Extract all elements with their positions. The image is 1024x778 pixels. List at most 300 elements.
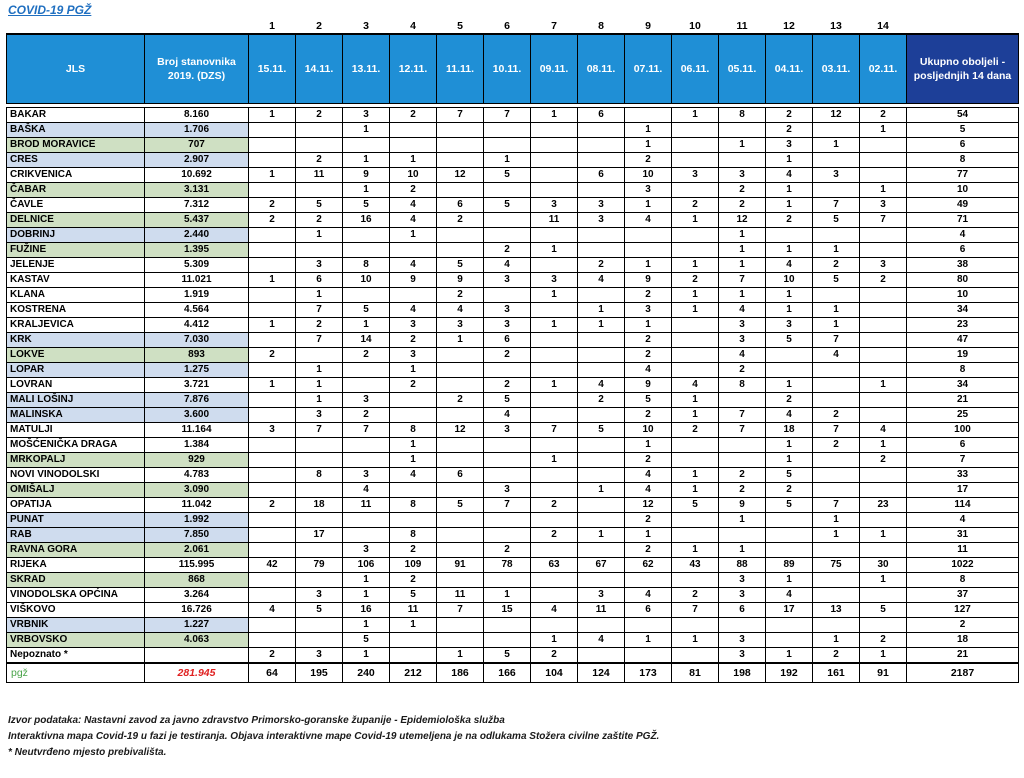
- case-count: 3: [249, 423, 296, 438]
- case-count: 6: [578, 168, 625, 183]
- case-count: 4: [390, 258, 437, 273]
- case-count: [296, 138, 343, 153]
- table-row: [7, 408, 1019, 423]
- case-count: 2: [625, 408, 672, 423]
- case-count: 3: [719, 573, 766, 588]
- case-count: 2: [860, 633, 907, 648]
- case-count: 1: [672, 303, 719, 318]
- case-count: [484, 618, 531, 633]
- case-count: 6: [578, 108, 625, 123]
- case-count: 12: [813, 108, 860, 123]
- case-count: [249, 228, 296, 243]
- jls-name: DOBRINJ: [7, 228, 145, 243]
- case-count: [437, 483, 484, 498]
- population-cell: 8.160: [145, 108, 249, 123]
- case-count: 1: [719, 228, 766, 243]
- case-count: 3: [484, 483, 531, 498]
- population-total: 281.945: [145, 663, 249, 683]
- case-count: [390, 408, 437, 423]
- case-count: [437, 123, 484, 138]
- case-count: 2: [625, 333, 672, 348]
- jls-name: NOVI VINODOLSKI: [7, 468, 145, 483]
- covid-table: [6, 18, 1019, 683]
- table-row: [7, 498, 1019, 513]
- table-row: [7, 573, 1019, 588]
- case-count: 2: [860, 453, 907, 468]
- case-count: 2: [719, 198, 766, 213]
- case-count: 2: [296, 318, 343, 333]
- table-row: [7, 543, 1019, 558]
- jls-name: RAVNA GORA: [7, 543, 145, 558]
- case-count: 2: [625, 348, 672, 363]
- case-count: [437, 378, 484, 393]
- case-count: 3: [578, 213, 625, 228]
- page-title: COVID-19 PGŽ: [8, 3, 92, 17]
- column-number: 1: [269, 19, 275, 32]
- row-total: 21: [907, 393, 1019, 408]
- case-count: [813, 468, 860, 483]
- case-count: 2: [484, 243, 531, 258]
- case-count: [813, 288, 860, 303]
- case-count: [672, 333, 719, 348]
- case-count: [437, 543, 484, 558]
- daily-total: 186: [437, 663, 484, 683]
- case-count: 1: [249, 273, 296, 288]
- population-cell: 7.312: [145, 198, 249, 213]
- case-count: 12: [625, 498, 672, 513]
- row-total: 23: [907, 318, 1019, 333]
- case-count: [578, 648, 625, 664]
- case-count: [766, 228, 813, 243]
- jls-name: VIŠKOVO: [7, 603, 145, 618]
- case-count: 1: [766, 198, 813, 213]
- case-count: [672, 648, 719, 664]
- case-count: [390, 138, 437, 153]
- case-count: 4: [390, 213, 437, 228]
- jls-name: OPATIJA: [7, 498, 145, 513]
- case-count: [249, 618, 296, 633]
- case-count: 2: [625, 513, 672, 528]
- case-count: [296, 123, 343, 138]
- case-count: [484, 183, 531, 198]
- case-count: 3: [531, 198, 578, 213]
- jls-name: KASTAV: [7, 273, 145, 288]
- header-date: 15.11.: [249, 34, 296, 104]
- case-count: 1: [672, 468, 719, 483]
- population-cell: 3.721: [145, 378, 249, 393]
- population-cell: 707: [145, 138, 249, 153]
- case-count: [437, 183, 484, 198]
- case-count: 3: [484, 273, 531, 288]
- case-count: [860, 393, 907, 408]
- column-number: 6: [504, 19, 510, 32]
- case-count: 7: [719, 273, 766, 288]
- case-count: [860, 408, 907, 423]
- case-count: 1: [390, 363, 437, 378]
- case-count: [484, 453, 531, 468]
- case-count: [813, 573, 860, 588]
- case-count: [813, 153, 860, 168]
- case-count: [484, 123, 531, 138]
- population-cell: 4.063: [145, 633, 249, 648]
- case-count: [249, 288, 296, 303]
- population-cell: 3.600: [145, 408, 249, 423]
- case-count: [437, 408, 484, 423]
- column-number: 7: [551, 19, 557, 32]
- case-count: 3: [343, 543, 390, 558]
- case-count: 6: [437, 468, 484, 483]
- case-count: 4: [625, 588, 672, 603]
- case-count: [484, 633, 531, 648]
- table-row: [7, 318, 1019, 333]
- case-count: [343, 243, 390, 258]
- case-count: [813, 228, 860, 243]
- case-count: 2: [390, 573, 437, 588]
- case-count: [437, 528, 484, 543]
- case-count: [672, 123, 719, 138]
- case-count: [813, 183, 860, 198]
- case-count: [672, 348, 719, 363]
- case-count: [578, 153, 625, 168]
- case-count: 1: [249, 378, 296, 393]
- population-cell: 1.395: [145, 243, 249, 258]
- case-count: 7: [296, 303, 343, 318]
- case-count: [578, 348, 625, 363]
- case-count: [390, 633, 437, 648]
- table-row: [7, 468, 1019, 483]
- case-count: 1: [860, 378, 907, 393]
- row-total: 19: [907, 348, 1019, 363]
- case-count: 6: [437, 198, 484, 213]
- case-count: 1: [578, 528, 625, 543]
- case-count: [625, 618, 672, 633]
- case-count: 2: [813, 258, 860, 273]
- case-count: 5: [578, 423, 625, 438]
- case-count: 1: [672, 258, 719, 273]
- case-count: 7: [437, 108, 484, 123]
- case-count: 10: [390, 168, 437, 183]
- case-count: [860, 363, 907, 378]
- case-count: [578, 333, 625, 348]
- case-count: 3: [296, 648, 343, 664]
- case-count: [531, 303, 578, 318]
- case-count: 12: [437, 423, 484, 438]
- case-count: 3: [296, 258, 343, 273]
- case-count: 4: [625, 483, 672, 498]
- case-count: 1: [484, 588, 531, 603]
- case-count: 7: [437, 603, 484, 618]
- case-count: 8: [390, 423, 437, 438]
- case-count: [343, 378, 390, 393]
- case-count: 3: [484, 423, 531, 438]
- case-count: 5: [296, 603, 343, 618]
- case-count: [578, 363, 625, 378]
- case-count: 7: [719, 423, 766, 438]
- case-count: 1: [813, 528, 860, 543]
- table-row: [7, 108, 1019, 123]
- case-count: 23: [860, 498, 907, 513]
- population-cell: 10.692: [145, 168, 249, 183]
- header-date: 04.11.: [766, 34, 813, 104]
- case-count: 15: [484, 603, 531, 618]
- row-total: 25: [907, 408, 1019, 423]
- case-count: 2: [625, 453, 672, 468]
- header-date: 06.11.: [672, 34, 719, 104]
- case-count: [484, 138, 531, 153]
- note-line: Izvor podataka: Nastavni zavod za javno zdravstvo Primorsko-goranske županije - Epidemiološka služba: [8, 715, 505, 726]
- case-count: 1: [813, 318, 860, 333]
- case-count: [437, 348, 484, 363]
- case-count: 3: [860, 258, 907, 273]
- header-date: 10.11.: [484, 34, 531, 104]
- case-count: 1: [766, 438, 813, 453]
- population-cell: [145, 648, 249, 664]
- case-count: [860, 513, 907, 528]
- total-row: [7, 663, 1019, 683]
- case-count: 4: [390, 198, 437, 213]
- case-count: [249, 588, 296, 603]
- jls-name: RAB: [7, 528, 145, 543]
- case-count: 3: [625, 303, 672, 318]
- case-count: [766, 528, 813, 543]
- case-count: 2: [390, 543, 437, 558]
- table-row: [7, 168, 1019, 183]
- case-count: 1: [249, 318, 296, 333]
- row-total: 100: [907, 423, 1019, 438]
- case-count: [813, 378, 860, 393]
- case-count: [296, 513, 343, 528]
- case-count: [437, 618, 484, 633]
- case-count: [343, 138, 390, 153]
- case-count: 2: [578, 258, 625, 273]
- row-total: 49: [907, 198, 1019, 213]
- case-count: 3: [625, 183, 672, 198]
- header-date: 14.11.: [296, 34, 343, 104]
- spacer-cell: [7, 18, 145, 34]
- case-count: [766, 543, 813, 558]
- case-count: [531, 123, 578, 138]
- case-count: [672, 228, 719, 243]
- case-count: [531, 573, 578, 588]
- case-count: 4: [578, 378, 625, 393]
- case-count: [672, 453, 719, 468]
- population-cell: 5.437: [145, 213, 249, 228]
- case-count: 2: [390, 183, 437, 198]
- case-count: 4: [766, 408, 813, 423]
- case-count: [249, 468, 296, 483]
- table-row: [7, 558, 1019, 573]
- case-count: [531, 183, 578, 198]
- case-count: 1: [296, 288, 343, 303]
- case-count: 2: [531, 648, 578, 664]
- column-number: 14: [877, 19, 889, 32]
- case-count: 1: [437, 333, 484, 348]
- population-cell: 1.384: [145, 438, 249, 453]
- case-count: 7: [484, 108, 531, 123]
- jls-name: VINODOLSKA OPĆINA: [7, 588, 145, 603]
- case-count: [531, 348, 578, 363]
- case-count: [531, 138, 578, 153]
- case-count: 1: [531, 288, 578, 303]
- column-number: 2: [316, 19, 322, 32]
- case-count: [296, 633, 343, 648]
- row-total: 6: [907, 243, 1019, 258]
- column-number: 12: [783, 19, 795, 32]
- case-count: [578, 513, 625, 528]
- case-count: 1: [343, 183, 390, 198]
- case-count: 2: [625, 288, 672, 303]
- table-row: [7, 333, 1019, 348]
- case-count: [672, 438, 719, 453]
- case-count: [296, 243, 343, 258]
- case-count: 8: [390, 498, 437, 513]
- row-total: 6: [907, 438, 1019, 453]
- case-count: 1: [625, 138, 672, 153]
- population-cell: 929: [145, 453, 249, 468]
- case-count: 42: [249, 558, 296, 573]
- case-count: 5: [766, 498, 813, 513]
- case-count: 1: [766, 648, 813, 664]
- case-count: 3: [437, 318, 484, 333]
- population-cell: 4.412: [145, 318, 249, 333]
- case-count: 2: [437, 393, 484, 408]
- case-count: 11: [296, 168, 343, 183]
- case-count: 1: [672, 543, 719, 558]
- case-count: 2: [766, 213, 813, 228]
- row-total: 8: [907, 153, 1019, 168]
- row-total: 2: [907, 618, 1019, 633]
- case-count: 5: [437, 258, 484, 273]
- case-count: 2: [813, 438, 860, 453]
- jls-name: CRES: [7, 153, 145, 168]
- case-count: 1: [390, 618, 437, 633]
- spacer-cell: [907, 18, 1019, 34]
- case-count: 1: [766, 573, 813, 588]
- case-count: 2: [531, 528, 578, 543]
- case-count: [719, 393, 766, 408]
- case-count: 4: [719, 348, 766, 363]
- case-count: [390, 513, 437, 528]
- column-number-row: [7, 18, 1019, 34]
- row-total: 1022: [907, 558, 1019, 573]
- case-count: [343, 453, 390, 468]
- case-count: [531, 363, 578, 378]
- table-row: [7, 228, 1019, 243]
- case-count: 5: [766, 468, 813, 483]
- case-count: [860, 168, 907, 183]
- jls-name: MATULJI: [7, 423, 145, 438]
- case-count: 3: [719, 633, 766, 648]
- case-count: 4: [578, 633, 625, 648]
- case-count: 7: [813, 498, 860, 513]
- case-count: [578, 543, 625, 558]
- case-count: [766, 348, 813, 363]
- table-row: [7, 483, 1019, 498]
- table-row: [7, 198, 1019, 213]
- table-row: [7, 348, 1019, 363]
- jls-name: FUŽINE: [7, 243, 145, 258]
- case-count: 5: [484, 393, 531, 408]
- case-count: [531, 153, 578, 168]
- case-count: 1: [625, 528, 672, 543]
- row-total: 5: [907, 123, 1019, 138]
- population-cell: 1.992: [145, 513, 249, 528]
- case-count: 1: [625, 123, 672, 138]
- case-count: 5: [343, 633, 390, 648]
- case-count: [296, 618, 343, 633]
- case-count: [578, 408, 625, 423]
- population-cell: 7.850: [145, 528, 249, 543]
- table-row: [7, 213, 1019, 228]
- jls-name: PUNAT: [7, 513, 145, 528]
- case-count: [625, 108, 672, 123]
- case-count: 9: [719, 498, 766, 513]
- case-count: 1: [813, 513, 860, 528]
- population-cell: 7.030: [145, 333, 249, 348]
- case-count: 1: [249, 108, 296, 123]
- case-count: [578, 183, 625, 198]
- case-count: [249, 483, 296, 498]
- case-count: [343, 513, 390, 528]
- case-count: 5: [343, 303, 390, 318]
- case-count: [578, 468, 625, 483]
- case-count: 1: [390, 438, 437, 453]
- case-count: 3: [296, 408, 343, 423]
- table-row: [7, 648, 1019, 664]
- case-count: 4: [531, 603, 578, 618]
- header-date: 09.11.: [531, 34, 578, 104]
- case-count: 1: [343, 123, 390, 138]
- jls-name: Nepoznato *: [7, 648, 145, 664]
- case-count: [296, 453, 343, 468]
- case-count: [860, 153, 907, 168]
- case-count: 5: [484, 168, 531, 183]
- daily-total: 91: [860, 663, 907, 683]
- jls-name: ČABAR: [7, 183, 145, 198]
- case-count: [813, 453, 860, 468]
- case-count: 5: [766, 333, 813, 348]
- case-count: 1: [625, 258, 672, 273]
- case-count: [672, 138, 719, 153]
- case-count: 4: [390, 468, 437, 483]
- case-count: 4: [766, 258, 813, 273]
- column-number: 9: [645, 19, 651, 32]
- jls-name: SKRAD: [7, 573, 145, 588]
- jls-name: BROD MORAVICE: [7, 138, 145, 153]
- row-total: 47: [907, 333, 1019, 348]
- population-cell: 5.309: [145, 258, 249, 273]
- row-total: 21: [907, 648, 1019, 664]
- case-count: 1: [296, 363, 343, 378]
- case-count: 1: [672, 408, 719, 423]
- case-count: [437, 513, 484, 528]
- case-count: 1: [719, 513, 766, 528]
- table-row: [7, 123, 1019, 138]
- case-count: 2: [766, 108, 813, 123]
- case-count: 2: [296, 213, 343, 228]
- case-count: 5: [343, 198, 390, 213]
- case-count: 3: [719, 648, 766, 664]
- grand-total: 2187: [907, 663, 1019, 683]
- case-count: 1: [813, 243, 860, 258]
- case-count: [484, 573, 531, 588]
- case-count: 88: [719, 558, 766, 573]
- jls-name: JELENJE: [7, 258, 145, 273]
- case-count: 10: [625, 423, 672, 438]
- case-count: 1: [531, 243, 578, 258]
- case-count: [813, 123, 860, 138]
- case-count: 2: [719, 468, 766, 483]
